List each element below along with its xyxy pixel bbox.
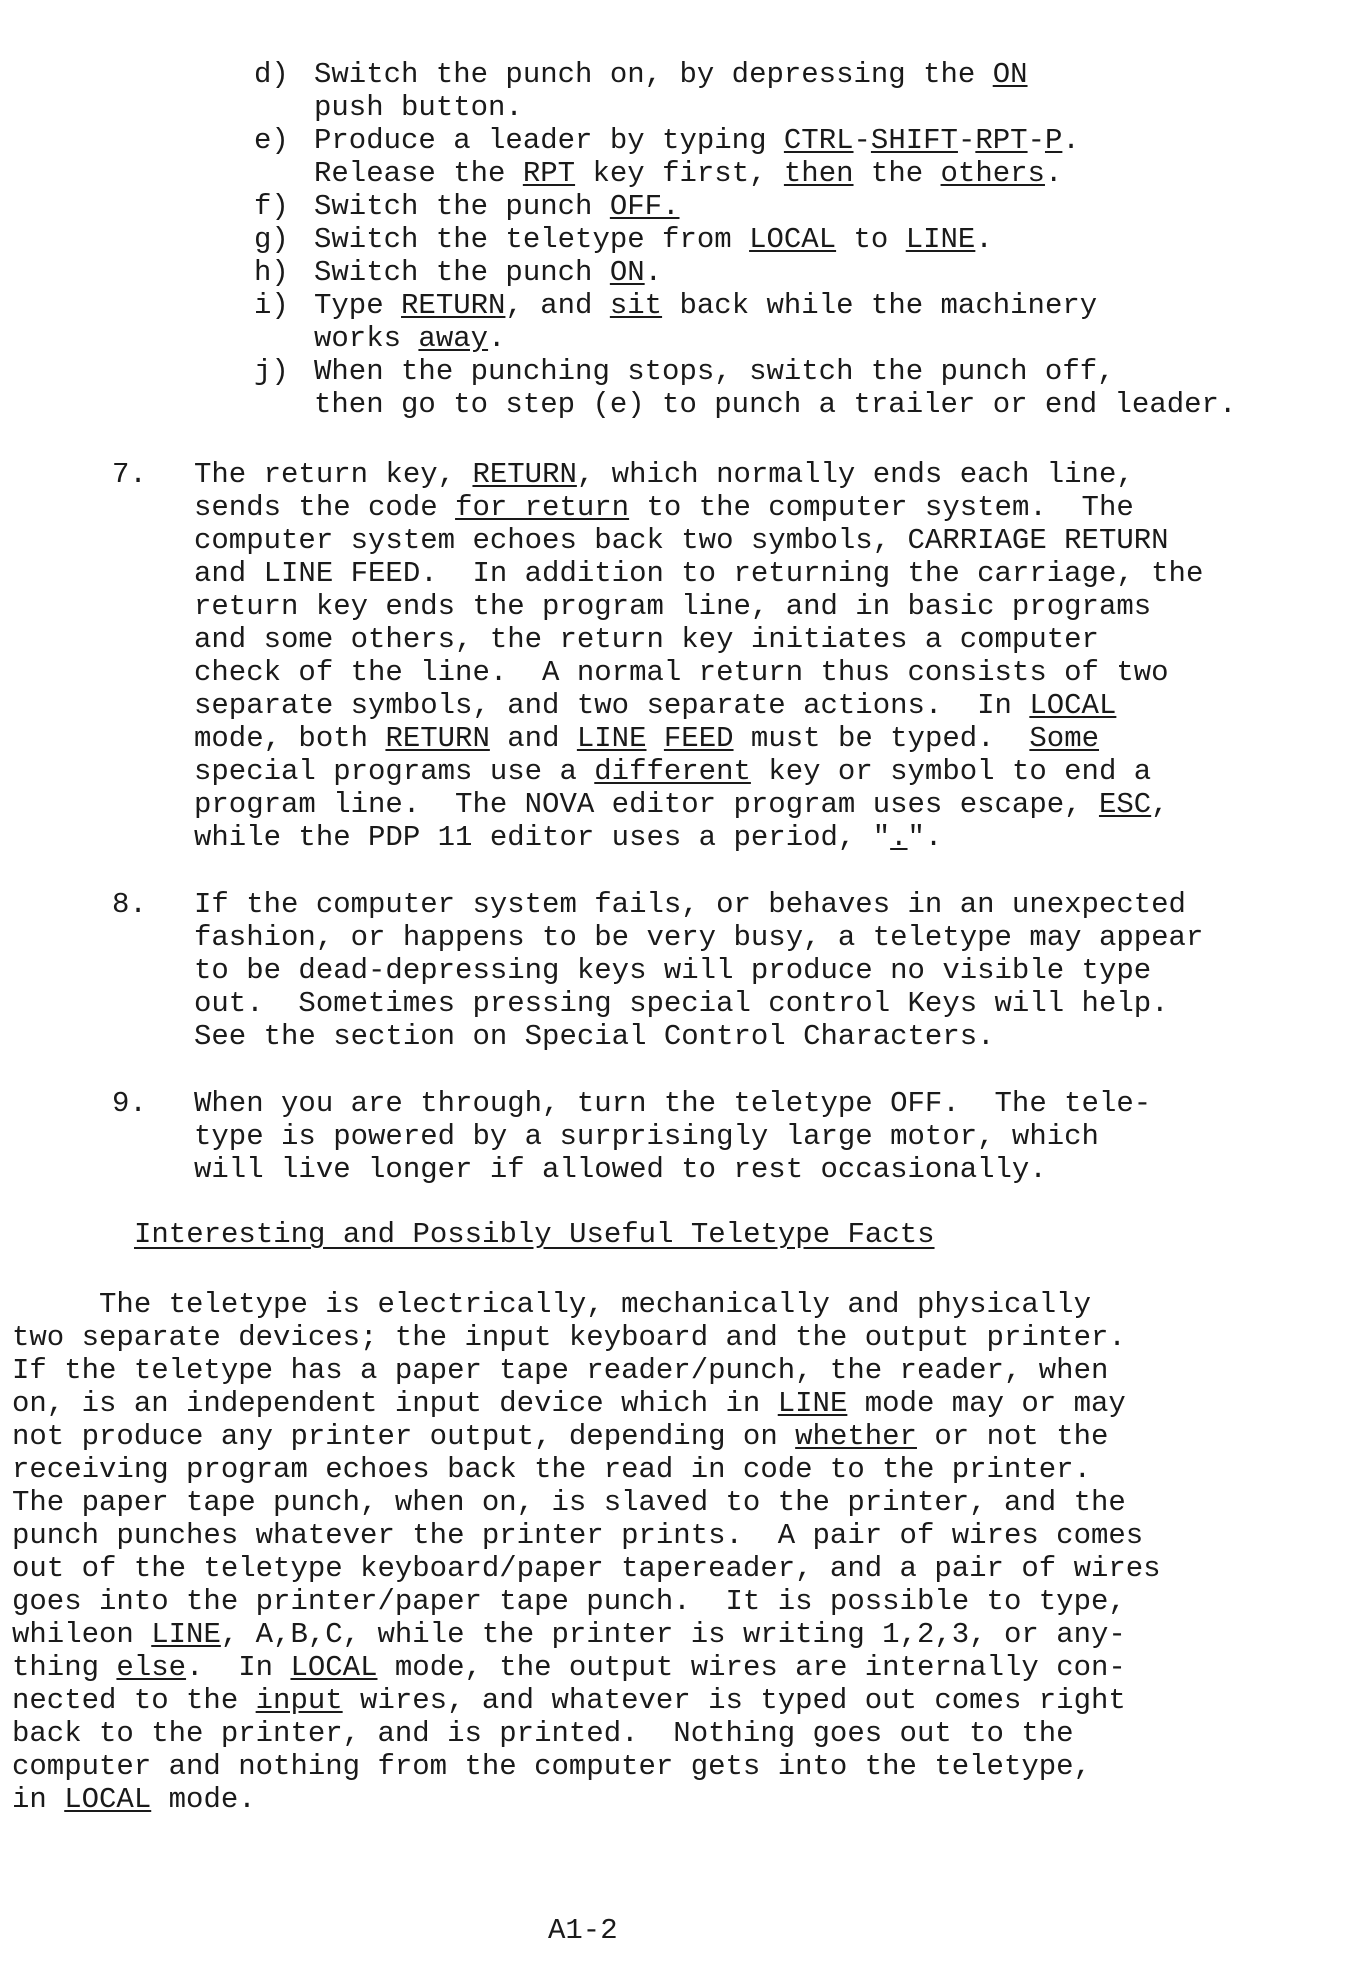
text-segment: Type — [314, 289, 402, 322]
text-segment: special programs use a — [194, 755, 595, 788]
substep-text-line — [314, 124, 1236, 157]
text-segment: or not the — [916, 1420, 1109, 1453]
punch-substeps-list — [254, 58, 1236, 421]
text-segment: away — [418, 322, 489, 355]
substep-text-line — [314, 223, 1236, 256]
text-segment: Switch the teletype from — [314, 223, 750, 256]
text-segment: must be typed. — [733, 722, 1030, 755]
text-segment: P — [1044, 124, 1063, 157]
text-segment: LOCAL — [1029, 689, 1117, 722]
substep-text-line — [314, 91, 1236, 124]
text-segment: not produce any printer output, depending on — [12, 1420, 796, 1453]
text-segment: , — [1151, 788, 1169, 821]
substep-label: f) — [254, 190, 289, 223]
text-segment: LOCAL — [290, 1651, 378, 1684]
text-segment: LINE — [777, 1387, 848, 1420]
text-segment: . — [644, 256, 663, 289]
text-segment: - — [853, 124, 871, 157]
item-text-line — [194, 821, 1203, 854]
facts-paragraph — [12, 1288, 1161, 1816]
text-segment: RETURN — [472, 458, 577, 491]
text-segment: others — [940, 157, 1045, 190]
paragraph-line — [12, 1783, 1161, 1816]
text-segment: - — [1027, 124, 1045, 157]
text-segment: for return — [455, 491, 630, 524]
text-segment: ESC — [1098, 788, 1152, 821]
substep-item — [254, 58, 1236, 124]
item-text-line — [194, 921, 1203, 954]
text-segment: . — [975, 223, 993, 256]
substep-label: e) — [254, 124, 289, 157]
list-item-9 — [112, 1087, 1151, 1186]
text-segment: input — [255, 1684, 343, 1717]
substep-item — [254, 355, 1236, 421]
text-segment: whether — [795, 1420, 917, 1453]
text-segment: then — [783, 157, 854, 190]
text-segment: and some others, the return key initiates a computer — [194, 623, 1099, 656]
paragraph-line — [12, 1651, 1161, 1684]
text-segment: Produce a leader by typing — [314, 124, 784, 157]
item-text-line — [194, 987, 1203, 1020]
item-text-line — [194, 954, 1203, 987]
paragraph-line — [12, 1288, 1161, 1321]
text-segment: LINE — [576, 722, 647, 755]
text-segment: key or symbol to end a — [750, 755, 1152, 788]
text-segment: works — [314, 322, 419, 355]
item-text-line — [194, 1153, 1151, 1186]
text-segment: See the section on Special Control Characters. — [194, 1020, 995, 1053]
text-segment: If the computer system fails, or behaves in an unexpected — [194, 888, 1186, 921]
text-segment: push button. — [314, 91, 523, 124]
text-segment: fashion, or happens to be very busy, a teletype may appear — [194, 921, 1204, 954]
text-segment: program line. The NOVA editor program uses escape, — [194, 788, 1099, 821]
text-segment: to — [836, 223, 906, 256]
text-segment: . — [1062, 124, 1080, 157]
page-number: A1-2 — [548, 1914, 618, 1947]
section-heading: Interesting and Possibly Useful Teletype Facts — [134, 1218, 935, 1251]
text-segment: the — [853, 157, 941, 190]
paragraph-line — [12, 1420, 1161, 1453]
text-segment: The paper tape punch, when on, is slaved to the printer, and the — [12, 1486, 1126, 1519]
text-segment: wires, and whatever is typed out comes right — [342, 1684, 1126, 1717]
text-segment: ON — [992, 58, 1028, 91]
paragraph-line — [12, 1717, 1161, 1750]
item-text-line — [194, 1020, 1203, 1053]
item-text-line — [194, 888, 1203, 921]
text-segment: RPT — [522, 157, 576, 190]
paragraph-line — [12, 1453, 1161, 1486]
text-segment: computer and nothing from the computer gets into the teletype, — [12, 1750, 1091, 1783]
text-segment: mode may or may — [847, 1387, 1126, 1420]
text-segment: type is powered by a surprisingly large motor, which — [194, 1120, 1099, 1153]
text-segment: sends the code — [194, 491, 456, 524]
text-segment: two separate devices; the input keyboard and the output printer. — [12, 1321, 1126, 1354]
text-segment: different — [594, 755, 751, 788]
text-segment: ". — [907, 821, 943, 854]
item-text-line — [194, 788, 1203, 821]
text-segment: ON — [609, 256, 645, 289]
text-segment: When the punching stops, switch the punch off, — [314, 355, 1115, 388]
text-segment: thing — [12, 1651, 117, 1684]
text-segment: key first, — [575, 157, 784, 190]
substep-item — [254, 223, 1236, 256]
text-segment: return key ends the program line, and in basic programs — [194, 590, 1152, 623]
text-segment: in — [12, 1783, 65, 1816]
substep-text-line — [314, 190, 1236, 223]
text-segment: If the teletype has a paper tape reader/punch, the reader, when — [12, 1354, 1109, 1387]
text-segment: When you are through, turn the teletype OFF. The tele- — [194, 1087, 1152, 1120]
text-segment: to be dead-depressing keys will produce no visible type — [194, 954, 1152, 987]
text-segment: then go to step (e) to punch a trailer or end leader. — [314, 388, 1237, 421]
item-text-line — [194, 656, 1203, 689]
text-segment: . — [488, 322, 506, 355]
substep-item — [254, 289, 1236, 355]
text-segment: computer system echoes back two symbols, CARRIAGE RETURN — [194, 524, 1169, 557]
text-segment: - — [957, 124, 976, 157]
text-segment: back to the printer, and is printed. Nothing goes out to the — [12, 1717, 1074, 1750]
text-segment: FEED — [663, 722, 734, 755]
substep-text-line — [314, 388, 1236, 421]
paragraph-line — [12, 1552, 1161, 1585]
item-text-line — [194, 1087, 1151, 1120]
list-item-7 — [112, 458, 1203, 854]
paragraph-line — [12, 1321, 1161, 1354]
item-number: 8. — [112, 888, 147, 921]
item-text-line — [194, 623, 1203, 656]
text-segment: . — [890, 821, 908, 854]
text-segment: , which normally ends each line, — [576, 458, 1134, 491]
text-segment: The return key, — [194, 458, 473, 491]
substep-label: i) — [254, 289, 289, 322]
text-segment: will live longer if allowed to rest occasionally. — [194, 1153, 1047, 1186]
substep-item — [254, 124, 1236, 190]
text-segment: RPT — [975, 124, 1028, 157]
text-segment: OFF. — [609, 190, 680, 223]
item-text-line — [194, 722, 1203, 755]
substep-text-line — [314, 289, 1236, 322]
text-segment: LINE — [905, 223, 976, 256]
text-segment: Switch the punch on, by depressing the — [314, 58, 993, 91]
text-segment: LOCAL — [749, 223, 837, 256]
substep-label: j) — [254, 355, 289, 388]
item-text-line — [194, 524, 1203, 557]
item-text-line — [194, 458, 1203, 491]
text-segment — [647, 722, 664, 755]
text-segment: RETURN — [385, 722, 490, 755]
substep-text-line — [314, 157, 1236, 190]
item-text-line — [194, 1120, 1151, 1153]
text-segment: nected to the — [12, 1684, 256, 1717]
paragraph-line — [12, 1519, 1161, 1552]
text-segment: check of the line. A normal return thus consists of two — [194, 656, 1169, 689]
item-text-line — [194, 755, 1203, 788]
text-segment: on, is an independent input device which in — [12, 1387, 778, 1420]
substep-text-line — [314, 322, 1236, 355]
paragraph-line — [12, 1486, 1161, 1519]
substep-item — [254, 256, 1236, 289]
item-number: 7. — [112, 458, 147, 491]
paragraph-line — [12, 1585, 1161, 1618]
substep-label: d) — [254, 58, 289, 91]
substep-text-line — [314, 355, 1236, 388]
text-segment: punch punches whatever the printer prints. A pair of wires comes — [12, 1519, 1144, 1552]
paragraph-line — [12, 1618, 1161, 1651]
item-text-line — [194, 689, 1203, 722]
paragraph-line — [12, 1387, 1161, 1420]
text-segment: Switch the punch — [314, 190, 610, 223]
text-segment: SHIFT — [870, 124, 958, 157]
text-segment: Switch the punch — [314, 256, 610, 289]
text-segment: LOCAL — [64, 1783, 152, 1816]
item-text-line — [194, 557, 1203, 590]
text-segment: goes into the printer/paper tape punch. It is possible to type, — [12, 1585, 1126, 1618]
text-segment: while the PDP 11 editor uses a period, " — [194, 821, 891, 854]
text-segment: and LINE FEED. In addition to returning the carriage, the — [194, 557, 1204, 590]
text-segment: mode, the output wires are internally con- — [377, 1651, 1126, 1684]
text-segment: RETURN — [401, 289, 506, 322]
text-segment: , and — [505, 289, 610, 322]
item-text-line — [194, 590, 1203, 623]
text-segment: mode. — [151, 1783, 256, 1816]
text-segment: The teletype is electrically, mechanically and physically — [12, 1288, 1091, 1321]
item-text-line — [194, 491, 1203, 524]
substep-text-line — [314, 58, 1236, 91]
substep-label: g) — [254, 223, 289, 256]
text-segment: to the computer system. The — [629, 491, 1134, 524]
substep-item — [254, 190, 1236, 223]
text-segment: out. Sometimes pressing special control Keys will help. — [194, 987, 1169, 1020]
text-segment: , A,B,C, while the printer is writing 1,2,3, or any- — [220, 1618, 1126, 1651]
text-segment: . — [1044, 157, 1063, 190]
text-segment: Release the — [314, 157, 523, 190]
paragraph-line — [12, 1684, 1161, 1717]
text-segment: else — [116, 1651, 187, 1684]
text-segment: . In — [186, 1651, 291, 1684]
paragraph-line — [12, 1750, 1161, 1783]
text-segment: receiving program echoes back the read in code to the printer. — [12, 1453, 1091, 1486]
substep-label: h) — [254, 256, 289, 289]
text-segment: separate symbols, and two separate actions. In — [194, 689, 1030, 722]
text-segment: out of the teletype keyboard/paper tapereader, and a pair of wires — [12, 1552, 1161, 1585]
text-segment: Some — [1029, 722, 1100, 755]
text-segment: LINE — [151, 1618, 221, 1651]
text-segment: CTRL — [783, 124, 854, 157]
paragraph-line — [12, 1354, 1161, 1387]
text-segment: sit — [609, 289, 663, 322]
item-number: 9. — [112, 1087, 147, 1120]
text-segment: mode, both — [194, 722, 386, 755]
text-segment: and — [489, 722, 577, 755]
text-segment: whileon — [12, 1618, 152, 1651]
text-segment: back while the machinery — [662, 289, 1098, 322]
substep-text-line — [314, 256, 1236, 289]
list-item-8 — [112, 888, 1203, 1053]
